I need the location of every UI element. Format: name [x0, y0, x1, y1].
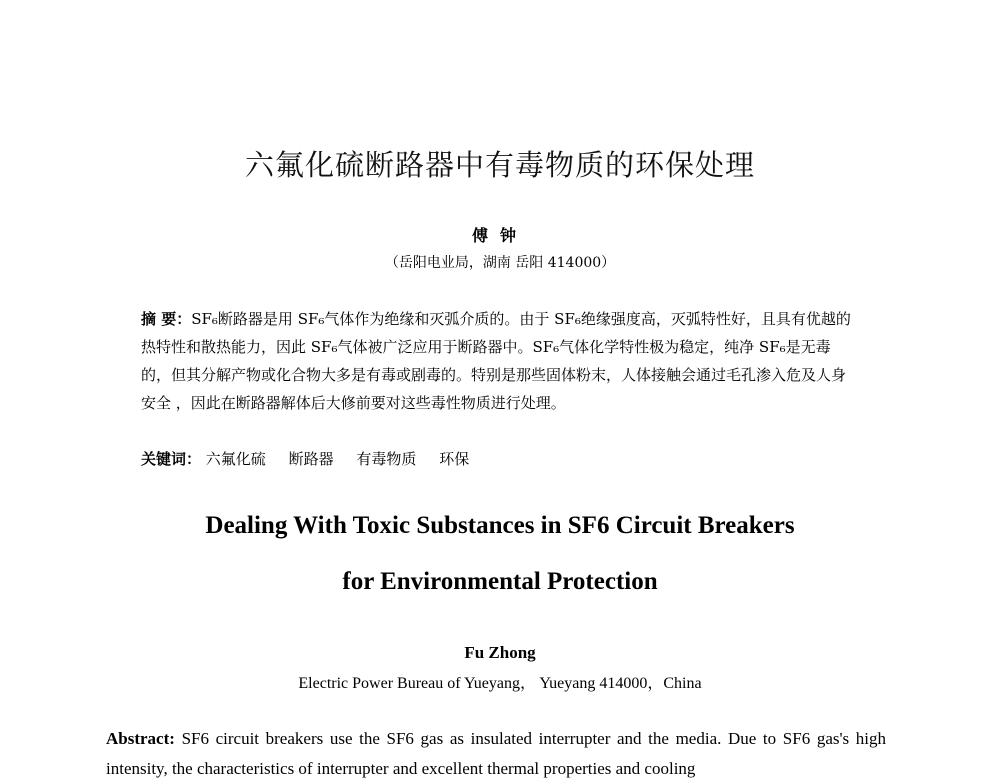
chinese-abstract-label: 摘 要：: [141, 310, 192, 328]
chinese-abstract-text: SF₆断路器是用 SF₆气体作为绝缘和灭弧介质的。由于 SF₆绝缘强度高，灭弧特性好，且具有优越的热特性和散热能力，因此 SF₆气体被广泛应用于断路器中。SF₆气体化学特性极为稳定，纯净 SF₆是无毒的，但其分解产物或化合物大多是有毒或剧毒的。特别是那些固体粉末，人体接触会通过毛孔渗入危及人身安全 ，因此在断路器解体后大修前要对这些毒性物质进行处理。: [141, 310, 851, 412]
english-abstract-label: Abstract:: [106, 729, 175, 748]
chinese-title: 六氟化硫断路器中有毒物质的环保处理: [244, 148, 755, 182]
keyword: 环保: [439, 450, 470, 468]
english-affiliation: Electric Power Bureau of Yueyang， Yueyang 414000，China: [298, 675, 702, 692]
english-abstract-text: SF6 circuit breakers use the SF6 gas as insulated interrupter and the media. Due to SF6 gas's high intensity, the characteristics of interrupter and excellent thermal properties and cooling: [106, 729, 887, 778]
keyword: 六氟化硫: [205, 450, 266, 468]
keyword: 有毒物质: [356, 450, 417, 468]
english-title-line-2: for Environmental Protection: [342, 568, 658, 595]
keyword: 断路器: [288, 450, 334, 468]
chinese-abstract: [141, 305, 857, 417]
english-title-line-1: Dealing With Toxic Substances in SF6 Circuit Breakers: [205, 512, 795, 539]
chinese-keywords-label: 关键词：: [141, 450, 202, 468]
chinese-affiliation: （岳阳电业局，湖南 岳阳 414000）: [384, 255, 616, 271]
chinese-keywords: [141, 445, 857, 473]
chinese-author: 傅钟: [471, 226, 528, 245]
english-abstract: [106, 724, 886, 784]
english-author: Fu Zhong: [464, 643, 536, 662]
